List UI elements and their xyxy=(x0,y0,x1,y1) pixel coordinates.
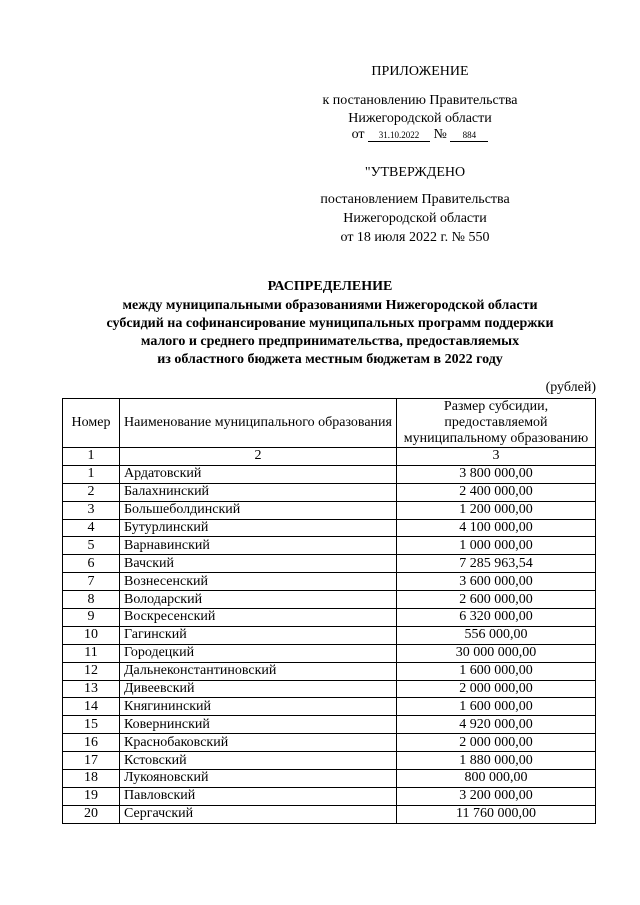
approved-line-3: от 18 июля 2022 г. № 550 xyxy=(340,230,490,245)
table-row xyxy=(63,555,596,573)
row-number: 14 xyxy=(63,698,120,716)
table-row xyxy=(63,626,596,644)
column-number-row xyxy=(63,448,596,466)
row-number: 13 xyxy=(63,680,120,698)
header-number: Номер xyxy=(63,399,120,448)
table-row xyxy=(63,644,596,662)
table-row xyxy=(63,787,596,805)
row-amount: 30 000 000,00 xyxy=(397,644,596,662)
table-row xyxy=(63,770,596,788)
row-amount: 800 000,00 xyxy=(397,770,596,788)
row-municipality: Ковернинский xyxy=(120,716,397,734)
row-number: 6 xyxy=(63,555,120,573)
table-row xyxy=(63,662,596,680)
row-municipality: Варнавинский xyxy=(120,537,397,555)
from-label: от xyxy=(351,127,365,142)
row-number: 17 xyxy=(63,752,120,770)
decree-date: 31.10.2022 xyxy=(368,129,430,142)
document-subtitle-4: из областного бюджета местным бюджетам в 2022 году xyxy=(157,352,503,367)
row-number: 3 xyxy=(63,501,120,519)
subsidy-table xyxy=(62,398,596,824)
table-row xyxy=(63,609,596,627)
table-row xyxy=(63,680,596,698)
row-amount: 6 320 000,00 xyxy=(397,609,596,627)
row-municipality: Большеболдинский xyxy=(120,501,397,519)
row-amount: 2 000 000,00 xyxy=(397,734,596,752)
appendix-title: ПРИЛОЖЕНИЕ xyxy=(371,64,469,79)
approved-title: "УТВЕРЖДЕНО xyxy=(364,165,466,180)
table-header-row xyxy=(63,399,596,448)
document-subtitle-1: между муниципальными образованиями Нижегородской области xyxy=(122,298,538,313)
row-number: 16 xyxy=(63,734,120,752)
row-number: 18 xyxy=(63,770,120,788)
currency-unit-label: (рублей) xyxy=(545,380,596,395)
document-subtitle-2: субсидий на софинансирование муниципальных программ поддержки xyxy=(106,316,554,331)
table-row xyxy=(63,573,596,591)
table-row xyxy=(63,537,596,555)
table-row xyxy=(63,716,596,734)
row-number: 5 xyxy=(63,537,120,555)
row-municipality: Ардатовский xyxy=(120,465,397,483)
table-row xyxy=(63,805,596,823)
row-amount: 556 000,00 xyxy=(397,626,596,644)
row-number: 20 xyxy=(63,805,120,823)
row-municipality: Бутурлинский xyxy=(120,519,397,537)
row-municipality: Городецкий xyxy=(120,644,397,662)
decree-number: 884 xyxy=(450,129,488,142)
row-municipality: Павловский xyxy=(120,787,397,805)
row-amount: 11 760 000,00 xyxy=(397,805,596,823)
row-number: 4 xyxy=(63,519,120,537)
row-number: 10 xyxy=(63,626,120,644)
number-label: № xyxy=(433,127,447,142)
row-amount: 2 600 000,00 xyxy=(397,591,596,609)
row-municipality: Володарский xyxy=(120,591,397,609)
row-amount: 1 880 000,00 xyxy=(397,752,596,770)
row-amount: 3 600 000,00 xyxy=(397,573,596,591)
row-municipality: Гагинский xyxy=(120,626,397,644)
table-row xyxy=(63,483,596,501)
row-amount: 2 400 000,00 xyxy=(397,483,596,501)
header-amount: Размер субсидии, предоставляемой муниципальному образованию xyxy=(397,399,596,448)
table-row xyxy=(63,591,596,609)
table-row xyxy=(63,501,596,519)
row-municipality: Краснобаковский xyxy=(120,734,397,752)
row-number: 12 xyxy=(63,662,120,680)
row-municipality: Сергачский xyxy=(120,805,397,823)
row-municipality: Дивеевский xyxy=(120,680,397,698)
row-amount: 4 920 000,00 xyxy=(397,716,596,734)
row-amount: 1 000 000,00 xyxy=(397,537,596,555)
row-municipality: Балахнинский xyxy=(120,483,397,501)
column-number: 1 xyxy=(63,448,120,466)
column-number: 2 xyxy=(120,448,397,466)
row-number: 7 xyxy=(63,573,120,591)
row-number: 8 xyxy=(63,591,120,609)
row-municipality: Вознесенский xyxy=(120,573,397,591)
row-amount: 7 285 963,54 xyxy=(397,555,596,573)
row-amount: 1 200 000,00 xyxy=(397,501,596,519)
column-number: 3 xyxy=(397,448,596,466)
row-number: 15 xyxy=(63,716,120,734)
row-amount: 1 600 000,00 xyxy=(397,662,596,680)
row-amount: 1 600 000,00 xyxy=(397,698,596,716)
row-municipality: Лукояновский xyxy=(120,770,397,788)
row-number: 2 xyxy=(63,483,120,501)
row-number: 1 xyxy=(63,465,120,483)
row-number: 11 xyxy=(63,644,120,662)
row-municipality: Кстовский xyxy=(120,752,397,770)
document-title: РАСПРЕДЕЛЕНИЕ xyxy=(267,279,393,294)
approved-line-2: Нижегородской области xyxy=(343,211,487,226)
appendix-region-line: Нижегородской области xyxy=(348,111,492,126)
row-amount: 3 800 000,00 xyxy=(397,465,596,483)
table-row xyxy=(63,734,596,752)
table-row xyxy=(63,752,596,770)
row-municipality: Дальнеконстантиновский xyxy=(120,662,397,680)
row-amount: 2 000 000,00 xyxy=(397,680,596,698)
row-number: 19 xyxy=(63,787,120,805)
row-municipality: Княгининский xyxy=(120,698,397,716)
document-subtitle-3: малого и среднего предпринимательства, предоставляемых xyxy=(140,334,520,349)
header-name: Наименование муниципального образования xyxy=(120,399,397,448)
table-row xyxy=(63,698,596,716)
row-amount: 4 100 000,00 xyxy=(397,519,596,537)
appendix-decree-line: к постановлению Правительства xyxy=(322,93,518,108)
row-municipality: Воскресенский xyxy=(120,609,397,627)
table-row xyxy=(63,519,596,537)
row-number: 9 xyxy=(63,609,120,627)
row-municipality: Вачский xyxy=(120,555,397,573)
row-amount: 3 200 000,00 xyxy=(397,787,596,805)
table-row xyxy=(63,465,596,483)
approved-line-1: постановлением Правительства xyxy=(320,192,510,207)
appendix-date-number-line xyxy=(290,125,550,144)
